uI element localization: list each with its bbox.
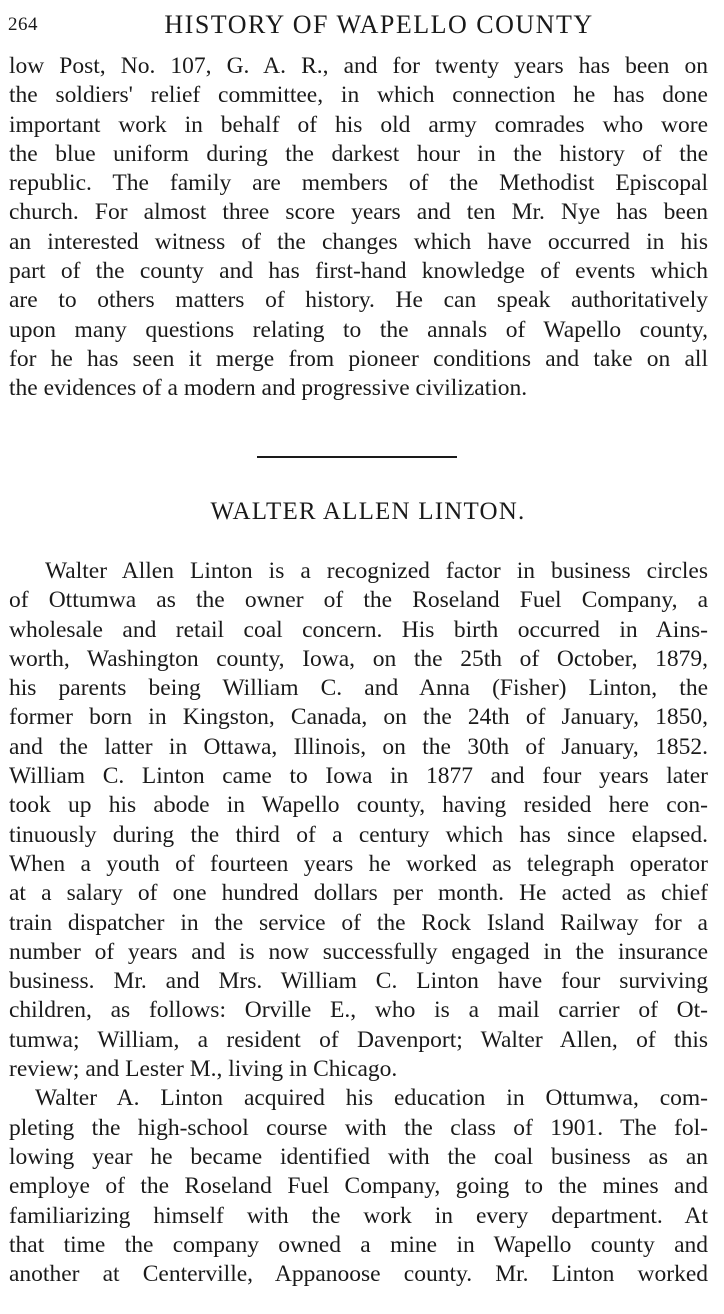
text-line: church. For almost three score years and ten Mr. Nye has been — [9, 199, 708, 226]
text-line: of Ottumwa as the owner of the Roseland Fuel Company, a — [9, 587, 708, 614]
text-line: familiarizing himself with the work in every department. At — [9, 1202, 708, 1229]
page-header — [8, 10, 710, 40]
text-line: William C. Linton came to Iowa in 1877 and four years later — [9, 763, 708, 790]
text-line: the blue uniform during the darkest hour in the history of the — [9, 140, 708, 167]
text-line: at a salary of one hundred dollars per month. He acted as chief — [9, 880, 708, 907]
text-line: children, as follows: Orville E., who is a mail carrier of Ot- — [9, 997, 708, 1024]
text-line: number of years and is now successfully engaged in the insurance — [9, 938, 708, 965]
text-line: Walter A. Linton acquired his education in Ottumwa, com- — [35, 1085, 708, 1112]
text-line: employe of the Roseland Fuel Company, going to the mines and — [9, 1173, 708, 1200]
text-line: the soldiers' relief committee, in which connection he has done — [9, 82, 708, 109]
biography-body — [9, 557, 708, 1289]
text-line: took up his abode in Wapello county, having resided here con- — [9, 792, 708, 819]
text-line: the evidences of a modern and progressive civilization. — [9, 375, 528, 402]
text-line: Walter Allen Linton is a recognized factor in business circles — [45, 558, 708, 584]
continuation-paragraph — [9, 52, 708, 404]
text-line: pleting the high-school course with the class of 1901. The fol- — [9, 1114, 708, 1141]
section-title: WALTER ALLEN LINTON. — [210, 498, 526, 525]
text-line: worth, Washington county, Iowa, on the 25th of October, 1879, — [9, 645, 708, 672]
text-line: republic. The family are members of the Methodist Episcopal — [9, 170, 708, 197]
text-line: and the latter in Ottawa, Illinois, on the 30th of January, 1852. — [9, 733, 708, 760]
text-line: lowing year he became identified with the coal business as an — [9, 1143, 708, 1170]
text-line: wholesale and retail coal concern. His birth occurred in Ains- — [9, 616, 708, 643]
text-line: business. Mr. and Mrs. William C. Linton have four surviving — [9, 968, 708, 995]
text-line: for he has seen it merge from pioneer conditions and take on all — [9, 345, 708, 372]
text-line: his parents being William C. and Anna (Fisher) Linton, the — [9, 675, 708, 702]
text-line: an interested witness of the changes which have occurred in his — [9, 228, 708, 255]
text-line: When a youth of fourteen years he worked as telegraph operator — [9, 850, 708, 877]
text-line: upon many questions relating to the annals of Wapello county, — [9, 316, 708, 343]
text-line: are to others matters of history. He can speak authoritatively — [9, 287, 708, 314]
text-line: low Post, No. 107, G. A. R., and for twenty years has been on — [9, 53, 708, 79]
text-line: part of the county and has first-hand knowledge of events which — [9, 258, 708, 285]
text-line: tumwa; William, a resident of Davenport; Walter Allen, of this — [9, 1026, 708, 1053]
section-divider — [257, 456, 457, 458]
text-line: that time the company owned a mine in Wapello county and — [9, 1231, 708, 1258]
page-number: 264 — [8, 14, 38, 35]
text-line: former born in Kingston, Canada, on the 24th of January, 1850, — [9, 704, 708, 731]
text-line: another at Centerville, Appanoose county. Mr. Linton worked — [9, 1261, 708, 1288]
running-head: HISTORY OF WAPELLO COUNTY — [164, 10, 594, 39]
text-line: important work in behalf of his old army comrades who wore — [9, 111, 708, 138]
text-line: train dispatcher in the service of the Rock Island Railway for a — [9, 909, 708, 936]
text-line: tinuously during the third of a century which has since elapsed. — [9, 821, 708, 848]
text-line: review; and Lester M., living in Chicago. — [9, 1056, 398, 1083]
